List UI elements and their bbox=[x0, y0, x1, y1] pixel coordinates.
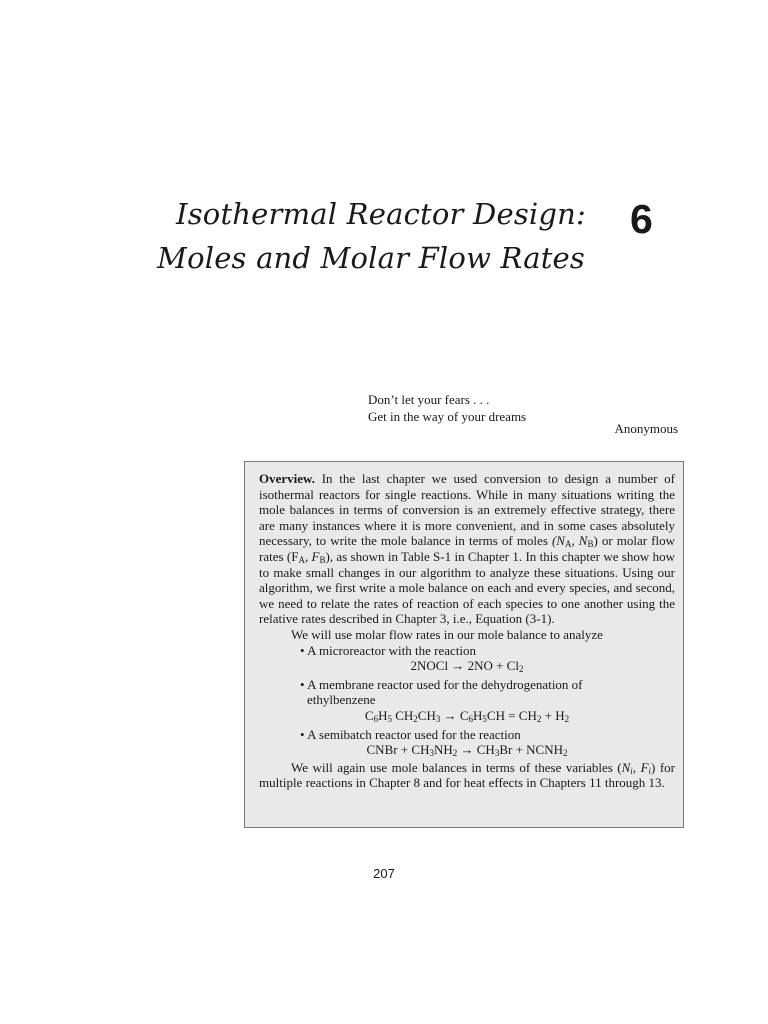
bullet-membrane-reactor-cont: ethylbenzene bbox=[307, 692, 376, 708]
after-flow: ), as shown in Table S-1 in Chapter 1. In this chapter we show how to make small changes in our algorithm to analyze these situations. Using our algorithm, we first write a mole balance on each and every species, and second, we need to relate the rates of reaction of each species to one another using the relative rates described in Chapter 3, i.e., Equation (3-1). bbox=[259, 548, 675, 627]
epigraph-attribution: Anonymous bbox=[614, 421, 678, 436]
overview-intro bbox=[259, 471, 675, 627]
flow-text: ) or molar flow rates (F bbox=[259, 533, 676, 564]
closing-text-b: ) for multiple reactions in Chapter 8 and for heat effects in Chapters 11 through 13. bbox=[259, 759, 676, 791]
overview-closing: We will again use mole balances in terms of these variables ($N_i$, $F_i$) for multiple reactions in Chapter 8 and for heat effects in Chapters 11 through 13. bbox=[259, 759, 676, 791]
moles-b-sub: B bbox=[587, 539, 594, 550]
chapter-title-line-2: Moles and Molar Flow Rates bbox=[157, 241, 585, 275]
eq1-sub: 2 bbox=[518, 664, 524, 675]
equation-ethylbenzene: $C_6H_5$ $CH_2CH_3 \to C_6H_5CH = CH_2 + H_2$ bbox=[364, 707, 570, 724]
epigraph-line-1: Don’t let your fears . . . bbox=[368, 392, 490, 407]
flow-a-sub: A bbox=[298, 554, 305, 565]
overview-box bbox=[244, 461, 684, 828]
chapter-title-line-1: Isothermal Reactor Design: bbox=[176, 197, 586, 231]
moles-b: , N bbox=[571, 533, 588, 549]
chapter-number: 6 bbox=[630, 196, 653, 242]
flow-b: , F bbox=[304, 548, 320, 564]
moles-a-sub: A bbox=[564, 539, 572, 550]
bullet-semibatch-reactor: • A semibatch reactor used for the reaction bbox=[300, 726, 521, 742]
overview-intro-text: In the last chapter we used conversion to design a number of isothermal reactors for single reactions. While in many situations writing the mole balances in terms of conversion is an extremely effective strategy, there are many instances where it is more convenient, and in some cases absolutely necessary, to write the mole balance in terms of moles bbox=[259, 471, 675, 549]
bullet-microreactor: • A microreactor with the reaction bbox=[300, 642, 477, 658]
bullet-membrane-reactor: • A membrane reactor used for the dehydrogenation of bbox=[300, 676, 583, 692]
eq1-text: 2NOCl → 2NO + Cl bbox=[410, 658, 519, 674]
moles-a: (N bbox=[551, 533, 565, 549]
equation-nocl bbox=[259, 658, 675, 674]
equation-cnbr: CNBr + $CH_3NH_2 \to CH_3Br$ + $NCNH_2$ bbox=[366, 742, 568, 759]
closing-text-a: We will again use mole balances in terms of these variables ( bbox=[291, 759, 622, 775]
closing-fi: F bbox=[640, 759, 649, 775]
overview-label: Overview. bbox=[259, 471, 315, 486]
epigraph bbox=[368, 391, 526, 425]
flow-b-sub: B bbox=[319, 554, 326, 565]
closing-ni: N bbox=[621, 759, 631, 775]
epigraph-line-2: Get in the way of your dreams bbox=[368, 409, 527, 424]
page-number: 207 bbox=[373, 866, 395, 881]
overview-lead: We will use molar flow rates in our mole balance to analyze bbox=[291, 626, 603, 642]
